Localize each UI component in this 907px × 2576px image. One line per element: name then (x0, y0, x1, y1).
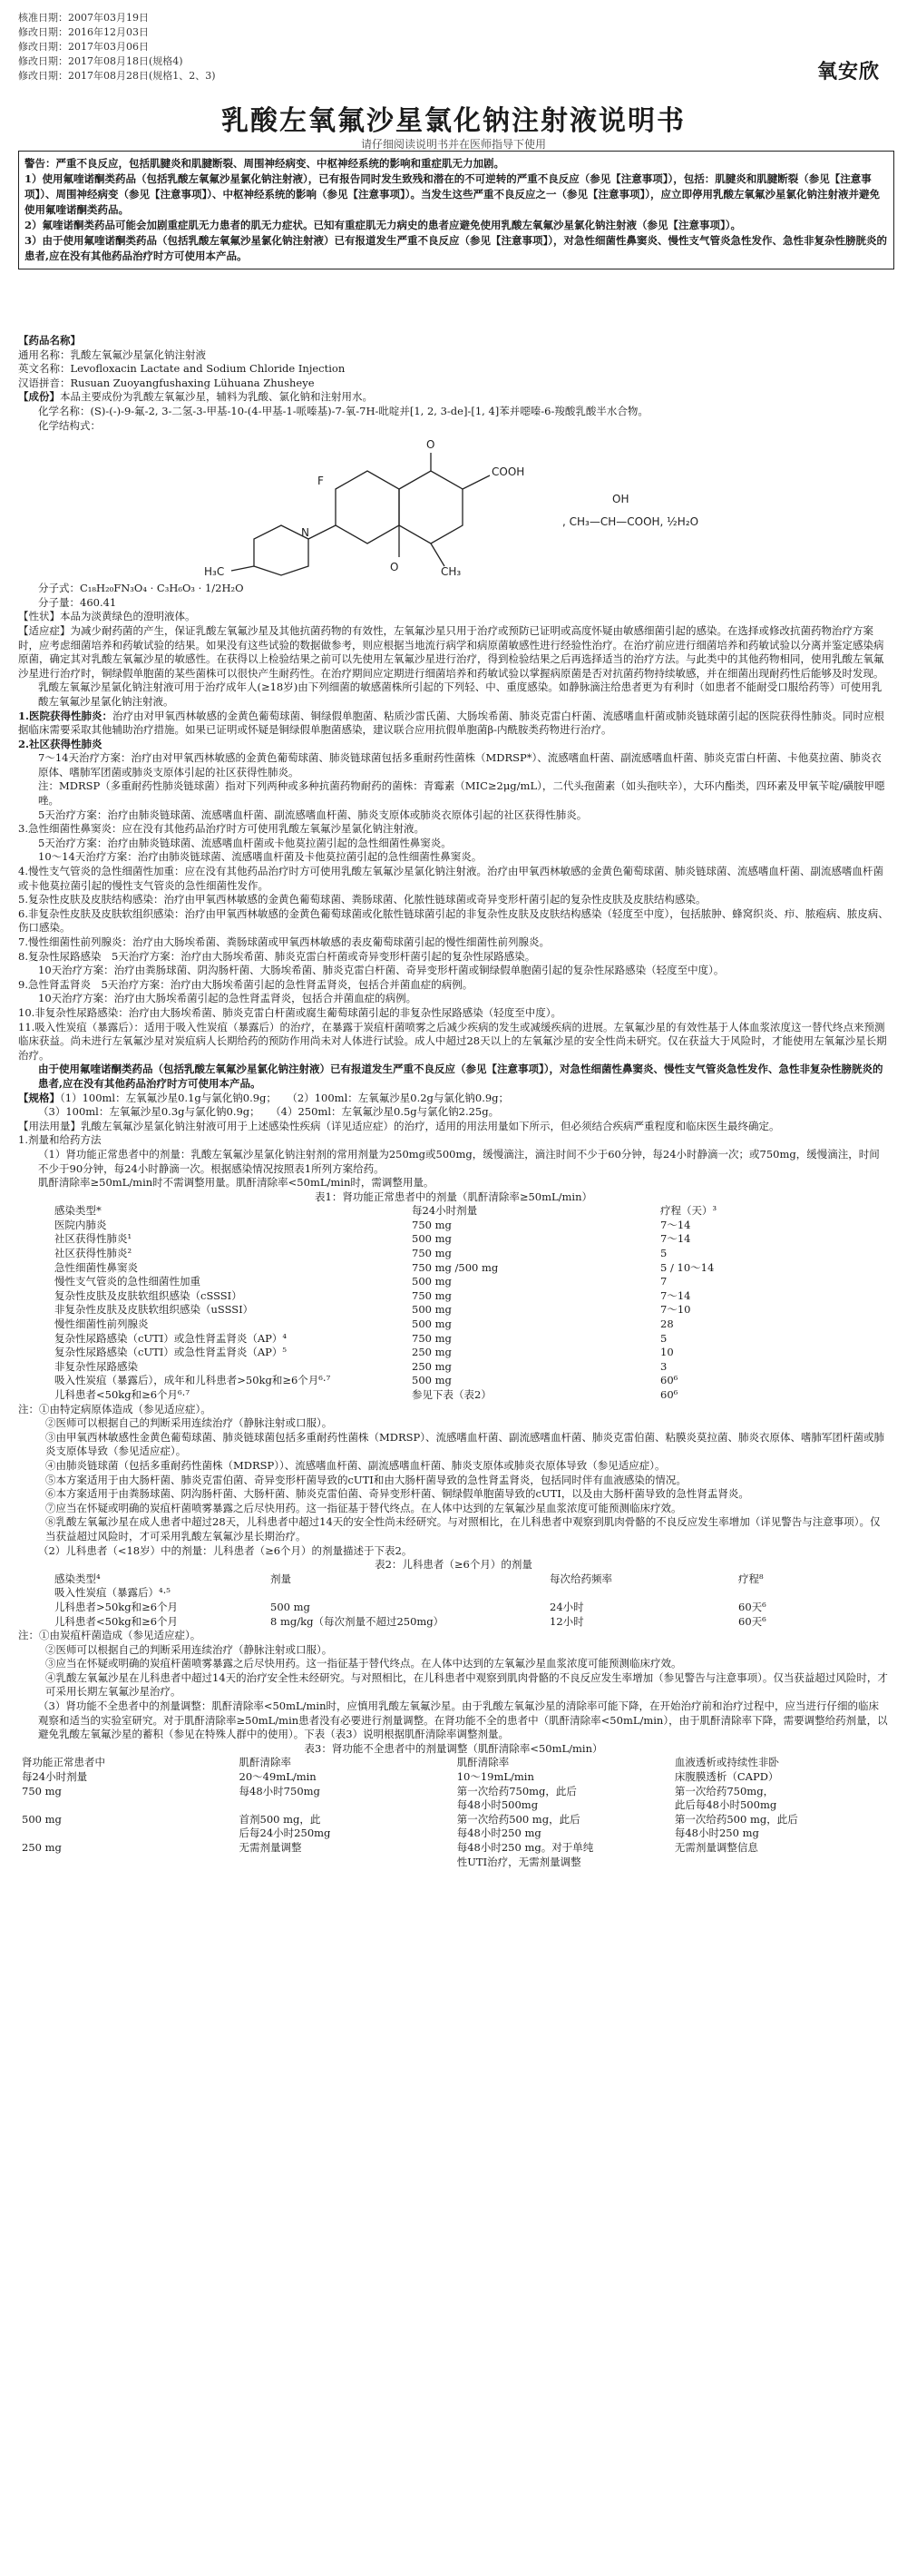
table-row (18, 1261, 800, 1276)
dosage-paragraph: 肌酐清除率≥50mL/min时不需调整用量。肌酐清除率<50mL/min时，需调整用量。 (38, 1176, 434, 1190)
indication-text: 4.慢性支气管炎的急性细菌性加重：应在没有其他药品治疗时方可使用乳酸左氧氟沙星氯化钠注射液。治疗由甲氧西林敏感的金黄色葡萄球菌、肺炎链球菌、流感嗜血杆菌、副流感嗜血杆菌或卡他莫拉菌引起的慢性支气管炎的急性细菌性发作。 (18, 865, 883, 892)
table-cell: 750 mg (412, 1218, 452, 1231)
section-heading-drug-name: 【药品名称】 (18, 334, 81, 347)
atom-label: N (301, 526, 309, 540)
table-cell (18, 1798, 236, 1813)
table-row (18, 1841, 889, 1856)
table-header-cell: 肌酐清除率 (456, 1756, 510, 1769)
dosage-paragraph: （2）儿科患者（<18岁）中的剂量：儿科患者（≥6个月）的剂量描述于下表2。 (38, 1543, 413, 1557)
table-row (18, 1785, 889, 1799)
table-header-cell: 肾功能正常患者中 (22, 1756, 105, 1769)
dosage-paragraph: （3）肾功能不全患者中的剂量调整：肌酐清除率<50mL/min时，应慎用乳酸左氧氟沙星。由于乳酸左氧氟沙星的清除率可能下降，在开始治疗前和治疗过程中，应当进行仔细的临床观察和适当的实验室研究。对于肌酐清除率≥50mL/min患者没有必要进行剂量调整。在肾功能不全的患者中（肌酐清除率<50mL/min），由于肌酐清除率下降，需要调整给药剂量，以避免乳酸左氧氟沙星的蓄积（参见在特殊人群中的使用）。下表（表3）说明根据肌酐清除率调整剂量。 (38, 1699, 888, 1741)
table-note: 注：①由炭疽杆菌造成（参见适应症）。 (18, 1629, 201, 1642)
indication-warning: 由于使用氟喹诺酮类药品（包括乳酸左氧氟沙星氯化钠注射液）已有报道发生严重不良反应（参见【注意事项】），对急性细菌性鼻窦炎、慢性支气管炎急性发作、急性非复杂性膀胱炎的患者,应在没有其他药品治疗时方可使用本产品。 (38, 1063, 883, 1090)
table-header-cell: 疗程⁸ (738, 1572, 764, 1585)
indication-text: 5天治疗方案：治疗由肺炎链球菌、流感嗜血杆菌、副流感嗜血杆菌、肺炎支原体或肺炎衣原体引起的社区获得性肺炎。 (38, 808, 588, 821)
table-cell: 医院内肺炎 (54, 1218, 107, 1231)
pinyin-name: 汉语拼音：Rusuan Zuoyangfushaxing Lühuana Zhusheye (18, 376, 315, 389)
table-notes (18, 1403, 889, 1544)
table-cell: 社区获得性肺炎¹ (54, 1232, 132, 1246)
chemical-structure (18, 435, 889, 580)
table-cell: 每48小时500mg (456, 1798, 539, 1812)
indications-intro: 【适应症】为减少耐药菌的产生，保证乳酸左氧氟沙星及其他抗菌药物的有效性，左氧氟沙星只用于治疗或预防已证明或高度怀疑由敏感细菌引起的感染。在选择或修改抗菌药物治疗方案时，应考虑细菌培养和药敏试验的结果。如果没有这些试验的数据做参考，则应根据当地流行病学和病原菌敏感性进行经验性治疗。在治疗前应进行细菌培养和药敏试验以分离并鉴定感染病原菌，确定其对乳酸左氧氟沙星的敏感性。在获得以上检验结果之前可以先使用左氧氟沙星进行治疗，得到检验结果之后再选择适当的治疗方法。与此类中的其他药物相同，使用乳酸左氧氟沙星进行治疗时，铜绿假单胞菌的某些菌株可以很快产生耐药性。在治疗期间应定期进行细菌培养和药敏试验以掌握病原菌是否对抗菌药物持续敏感，并在细菌出现耐药性后能够及时发现。 (18, 623, 884, 680)
table-caption: 表2：儿科患者（≥6个月）的剂量 (375, 1558, 532, 1572)
dosage-table-1 (18, 1204, 800, 1402)
molecular-formula: 分子式：C₁₈H₂₀FN₃O₄ · C₃H₆O₃ · 1/2H₂O (38, 582, 244, 595)
table-cell: 非复杂性皮肤及皮肤软组织感染（uSSSI） (54, 1303, 254, 1317)
table-cell (236, 1798, 454, 1813)
structure-diagram (18, 435, 889, 580)
table-cell: 慢性支气管炎的急性细菌性加重 (54, 1275, 200, 1288)
revision-date-line: 修改日期：2016年12月03日 (18, 26, 149, 38)
indication-text: 3.急性细菌性鼻窦炎：应在没有其他药品治疗时方可使用乳酸左氧氟沙星氯化钠注射液。 (18, 822, 424, 836)
table-cell: 第一次给药500 mg，此后 (674, 1812, 798, 1826)
indication-text: 注：MDRSP（多重耐药性肺炎链球菌）指对下列两种或多种抗菌药物耐药的菌株：青霉素（MIC≥2μg/mL），二代头孢菌素（如头孢呋辛），大环内酯类，四环素及甲氧苄啶/磺胺甲噁唑。 (38, 779, 885, 808)
warning-line: 3）由于使用氟喹诺酮类药品（包括乳酸左氧氟沙星氯化钠注射液）已有报道发生严重不良反应（参见【注意事项】），对急性细菌性鼻窦炎、慢性支气管炎急性发作、急性非复杂性膀胱炎的患者,应在没有其他药品治疗时方可使用本产品。 (24, 234, 887, 262)
atom-label: F (317, 475, 324, 488)
warning-line: 警告：严重不良反应，包括肌腱炎和肌腱断裂、周围神经病变、中枢神经系统的影响和重症肌无力加剧。 (24, 157, 504, 170)
atom-label: O (390, 561, 399, 574)
table-cell: 此后每48小时500mg (674, 1798, 777, 1812)
table-cell: 60⁶ (660, 1374, 678, 1387)
spec-line: （3）100ml：左氧氟沙星0.3g与氯化钠0.9g； （4）250ml：左氧氟沙星0.5g与氯化钠2.25g。 (38, 1105, 500, 1119)
revision-dates (18, 11, 216, 83)
table-row (18, 1586, 833, 1601)
table-note: ④乳酸左氧氟沙星在儿科患者中超过14天的治疗安全性未经研究。与对照相比，在儿科患者中观察到肌肉骨骼的不良反应发生率增加（参见警告与注意事项）。仅当获益超过风险时，才可采用长期左氧氟沙星治疗。 (45, 1670, 888, 1699)
table-cell: 每48小时250 mg。对于单纯 (456, 1841, 594, 1854)
table-row (18, 1798, 889, 1813)
table-header-row (18, 1770, 889, 1785)
table-cell: 8 mg/kg（每次剂量不超过250mg） (270, 1614, 444, 1628)
indications-scope: 乳酸左氧氟沙星氯化钠注射液可用于治疗成年人(≥18岁)由下列细菌的敏感菌株所引起的下列轻、中、重度感染。如静脉滴注给患者更为有利时（如患者不能耐受口服给药等）可使用乳酸左氧氟沙星氯化钠注射液。 (38, 681, 883, 708)
appearance: 【性状】本品为淡黄绿色的澄明液体。 (18, 610, 196, 623)
indication-text: 6.非复杂性皮肤及皮肤软组织感染：治疗由甲氧西林敏感的金黄色葡萄球菌或化脓性链球菌引起的非复杂性皮肤及皮肤结构感染（轻度至中度），包括脓肿、蜂窝织炎、疖、脓疱病、脓皮病、伤口感染。 (18, 906, 889, 935)
table-cell (18, 1856, 236, 1870)
atom-label: OH (612, 493, 629, 506)
table-row (18, 1232, 800, 1247)
table-cell (671, 1856, 889, 1870)
table-header-cell: 每24小时剂量 (412, 1204, 478, 1218)
table-cell: 无需剂量调整信息 (674, 1841, 758, 1854)
table-cell: 慢性细菌性前列腺炎 (54, 1317, 149, 1331)
english-name: 英文名称：Levofloxacin Lactate and Sodium Chloride Injection (18, 362, 346, 376)
table-cell: 吸入性炭疽（暴露后），成年和儿科患者>50kg和≥6个月⁶·⁷ (54, 1374, 331, 1387)
table-cell: 吸入性炭疽（暴露后）⁴·⁵ (54, 1586, 171, 1600)
table-cell: 750 mg (412, 1288, 452, 1302)
table-row (18, 1615, 833, 1630)
table-header-cell: 每次给药频率 (550, 1572, 612, 1585)
table-header-cell: 感染类型⁴ (54, 1572, 101, 1585)
table-caption: 表1：肾功能正常患者中的剂量（肌酐清除率≥50mL/min） (315, 1190, 592, 1203)
table-cell: 复杂性皮肤及皮肤软组织感染（cSSSI） (54, 1288, 242, 1302)
table-note: ⑥本方案适用于由粪肠球菌、阴沟肠杆菌、大肠杆菌、肺炎克雷伯菌、奇异变形杆菌、铜绿假单胞菌导致的cUTI，以及由大肠杆菌导致的急性肾盂肾炎。 (45, 1487, 749, 1501)
table-cell (18, 1827, 236, 1841)
table-cell: 750 mg (412, 1331, 452, 1345)
table-cell: 性UTI治疗，无需剂量调整 (456, 1855, 581, 1868)
atom-label: H₃C (204, 565, 225, 579)
table-cell: 每48小时250 mg (674, 1827, 759, 1840)
table-cell (735, 1586, 833, 1601)
table-cell: 60天⁶ (738, 1614, 766, 1628)
table-cell: 250 mg (22, 1841, 62, 1854)
table-cell (267, 1586, 546, 1601)
table-cell: 500 mg (412, 1232, 452, 1246)
table-cell: 250 mg (412, 1359, 452, 1373)
table-row (18, 1303, 800, 1317)
revision-date-line: 修改日期：2017年08月18日(规格4) (18, 55, 183, 67)
spec-line: （1）100ml：左氧氟沙星0.1g与氯化钠0.9g； （2）100ml：左氧氟沙星0.2g与氯化钠0.9g； (60, 1091, 510, 1104)
table-row (18, 1601, 833, 1615)
indication-text: 10天治疗方案：治疗由粪肠球菌、阴沟肠杆菌、大肠埃希菌、肺炎克雷白杆菌、奇异变形杆菌或铜绿假单胞菌引起的复杂性尿路感染（轻度至中度）。 (38, 964, 725, 977)
table-row (18, 1813, 889, 1827)
atom-label: O (426, 438, 435, 452)
table-notes (18, 1629, 889, 1699)
dosage-paragraph: （1）肾功能正常患者中的剂量：乳酸左氧氟沙星氯化钠注射剂的常用剂量为250mg或500mg，缓慢滴注，滴注时间不少于60分钟，每24小时静滴一次；或750mg，缓慢滴注，时间不少于90分钟，每24小时静滴一次。根据感染情况按照表1所列方案给药。 (38, 1147, 880, 1175)
atom-label: COOH (492, 465, 525, 479)
table-note: ⑤本方案适用于由大肠杆菌、肺炎克雷伯菌、奇异变形杆菌导致的cUTI和由大肠杆菌导致的急性肾盂肾炎，包括同时伴有血液感染的情况。 (45, 1473, 687, 1486)
boxed-warning (18, 151, 894, 269)
table-header-row (18, 1756, 889, 1770)
table-cell (236, 1856, 454, 1870)
table-header-cell: 剂量 (270, 1572, 291, 1585)
table-header-cell: 血液透析或持续性非卧 (674, 1756, 779, 1769)
indication-title: 2.社区获得性肺炎 (18, 737, 102, 750)
document-title: 乳酸左氧氟沙星氯化钠注射液说明书 (221, 105, 686, 137)
table-note: ②医师可以根据自己的判断采用连续治疗（静脉注射或口服）。 (45, 1642, 333, 1656)
table-cell (546, 1586, 735, 1601)
table-cell: 参见下表（表2） (412, 1388, 492, 1401)
table-cell: 每48小时750mg (239, 1784, 320, 1797)
table-header-cell: 肌酐清除率 (239, 1756, 292, 1769)
table-cell: 复杂性尿路感染（cUTI）或急性肾盂肾炎（AP）⁴ (54, 1331, 287, 1345)
table-cell: 儿科患者<50kg和≥6个月⁶·⁷ (54, 1388, 190, 1401)
section-heading-composition: 【成份】 (18, 390, 60, 404)
table-header-row (18, 1572, 833, 1587)
table-row (18, 1275, 800, 1289)
section-heading-spec: 【规格】 (18, 1091, 60, 1104)
table-cell: 7～10 (660, 1303, 691, 1317)
indication-text: 5天治疗方案：治疗由肺炎链球菌、流感嗜血杆菌或卡他莫拉菌引起的急性细菌性鼻窦炎。 (38, 836, 452, 849)
table-cell: 儿科患者<50kg和≥6个月 (54, 1614, 179, 1628)
table-cell: 7 (660, 1275, 668, 1288)
table-row (18, 1317, 800, 1332)
table-header-cell: 疗程（天）³ (660, 1204, 717, 1218)
table-cell: 500 mg (270, 1600, 310, 1613)
brand-name: 氧安欣 (816, 60, 880, 83)
table-header-cell: 每24小时剂量 (22, 1770, 88, 1784)
table-header-row (18, 1204, 800, 1219)
table-cell: 750 mg /500 mg (412, 1260, 499, 1274)
table-header-cell: 床腹膜透析（CAPD） (674, 1770, 779, 1784)
indication-text: 治疗由对甲氧西林敏感的金黄色葡萄球菌、铜绿假单胞菌、粘质沙雷氏菌、大肠埃希菌、肺炎克雷白杆菌、流感嗜血杆菌或肺炎链球菌引起的医院获得性肺炎。同时应根据临床需要采取其他辅助治疗措施。如果已证明或怀疑是铜绿假单胞菌感染，建议联合应用抗假单胞菌β-内酰胺类药物进行治疗。 (18, 709, 885, 737)
table-cell: 首剂500 mg，此 (239, 1812, 321, 1826)
table-cell: 后每24小时250mg (239, 1827, 331, 1840)
warning-line: 2）氟喹诺酮类药品可能会加剧重症肌无力患者的肌无力症状。已知有重症肌无力病史的患者应避免使用乳酸左氧氟沙星氯化钠注射液（参见【注意事项】）。 (24, 219, 741, 231)
table-cell: 12小时 (550, 1614, 584, 1628)
table-cell: 500 mg (412, 1317, 452, 1331)
warning-line: 1）使用氟喹诺酮类药品（包括乳酸左氧氟沙星氯化钠注射液），已有报告同时发生致残和潜在的不可逆转的严重不良反应（参见【注意事项】），包括：肌腱炎和肌腱断裂（参见【注意事项】）、周围神经病变（参见【注意事项】）、中枢神经系统的影响（参见【注意事项】）。当发生这些严重不良反应之一（参见【注意事项】），应立即停用乳酸左氧氟沙星氯化钠注射液并避免使用氟喹诺酮类药品。 (24, 172, 880, 216)
revision-date-line: 核准日期：2007年03月19日 (18, 12, 149, 24)
table-cell: 7～14 (660, 1288, 691, 1302)
table-cell: 社区获得性肺炎² (54, 1247, 132, 1260)
table-cell: 250 mg (412, 1346, 452, 1359)
document-subtitle: 请仔细阅读说明书并在医师指导下使用 (360, 138, 546, 151)
table-note: ④由肺炎链球菌（包括多重耐药性菌株（MDRSP））、流感嗜血杆菌、副流感嗜血杆菌、肺炎支原体或肺炎衣原体导致（参见适应症）。 (45, 1458, 666, 1472)
table-cell: 第一次给药750mg，此后 (456, 1784, 577, 1797)
table-note: ⑧乳酸左氧氟沙星在成人患者中超过28天，儿科患者中超过14天的安全性尚未经研究。与对照相比，在儿科患者中观察到肌肉骨骼的不良反应发生率增加（详见警告与注意事项）。仅当获益超过风险时，才可采用乳酸左氧氟沙星长期治疗。 (45, 1515, 881, 1543)
table-note: ③由甲氧西林敏感性金黄色葡萄球菌、肺炎链球菌包括多重耐药性菌株（MDRSP）、流感嗜血杆菌、副流感嗜血杆菌、肺炎克雷伯菌、粘膜炎莫拉菌、肺炎衣原体、嗜肺军团杆菌或肺炎支原体导致（参见适应症）。 (45, 1430, 885, 1458)
table-cell: 750 mg (412, 1247, 452, 1260)
table-row (18, 1332, 800, 1347)
chemical-name: 化学名称：(S)-(-)-9-氟-2, 3-二氢-3-甲基-10-(4-甲基-1-哌嗪基)-7-氧-7H-吡啶并[1, 2, 3-de]-[1, 4]苯并噁嗪-6-羧酸乳酸半水合物。 (38, 404, 649, 417)
table-header-cell: 感染类型* (54, 1204, 102, 1218)
table-row (18, 1346, 800, 1360)
indication-text: 5.复杂性皮肤及皮肤结构感染：治疗由甲氧西林敏感的金黄色葡萄球菌、粪肠球菌、化脓性链球菌或奇异变形杆菌引起的复杂性皮肤及皮肤结构感染。 (18, 893, 707, 906)
table-cell: 28 (660, 1317, 674, 1331)
table-cell: 24小时 (550, 1600, 584, 1613)
table-caption: 表3：肾功能不全患者中的剂量调整（肌酐清除率<50mL/min） (304, 1741, 603, 1755)
table-cell: 5 / 10～14 (660, 1260, 715, 1274)
revision-date-line: 修改日期：2017年08月28日(规格1、2、3) (18, 70, 216, 82)
table-cell: 5 (660, 1247, 668, 1260)
table-cell: 复杂性尿路感染（cUTI）或急性肾盂肾炎（AP）⁵ (54, 1346, 287, 1359)
table-note: 注：①由特定病原体造成（参见适应症）。 (18, 1402, 211, 1415)
lactate-label: , CH₃—CH—COOH, ½H₂O (562, 515, 699, 529)
indication-text: 10.非复杂性尿路感染：治疗由大肠埃希菌、肺炎克雷白杆菌或腐生葡萄球菌引起的非复杂性尿路感染（轻度至中度）。 (18, 1005, 562, 1019)
table-cell: 每48小时250 mg (456, 1827, 541, 1840)
indication-text: 7.慢性细菌性前列腺炎：治疗由大肠埃希菌、粪肠球菌或甲氧西林敏感的表皮葡萄球菌引起的慢性细菌性前列腺炎。 (18, 935, 550, 948)
table-cell: 10 (660, 1346, 674, 1359)
dosage-intro: 【用法用量】乳酸左氧氟沙星氯化钠注射液可用于上述感染性疾病（详见适应症）的治疗，适用的用法用量如下所示，但必须结合疾病严重程度和临床医生最终确定。 (18, 1119, 780, 1132)
table-row (18, 1219, 800, 1233)
table-cell: 500 mg (22, 1812, 62, 1826)
table-row (18, 1827, 889, 1841)
indication-text: 11.吸入性炭疽（暴露后）：适用于吸入性炭疽（暴露后）的治疗，在暴露于炭疽杆菌喷雾之后减少疾病的发生或减缓疾病的进展。左氧氟沙星的有效性基于人体血浆浓度这一替代终点来预测临床获益。尚未进行左氧氟沙星对炭疽病人长期给药的预防作用尚未对人体进行试验。成人中超过28天以上的左氧氟沙星的安全性尚未研究。仅在获益大于风险时，才能使用左氧氟沙星长期治疗。 (18, 1020, 887, 1062)
indication-title: 1.医院获得性肺炎： (18, 709, 113, 722)
indication-text: 7～14天治疗方案：治疗由对甲氧西林敏感的金黄色葡萄球菌、肺炎链球菌包括多重耐药性菌株（MDRSP*）、流感嗜血杆菌、副流感嗜血杆菌、肺炎克雷白杆菌、卡他莫拉菌、肺炎衣原体、嗜肺军团菌或肺炎支原体引起的社区获得性肺炎。 (38, 751, 882, 779)
table-cell: 750 mg (22, 1784, 62, 1797)
molecular-weight: 分子量：460.41 (38, 595, 117, 609)
revision-date-line: 修改日期：2017年03月06日 (18, 41, 149, 53)
table-cell: 60⁶ (660, 1388, 678, 1401)
table-cell: 500 mg (412, 1275, 452, 1288)
indication-text: 10天治疗方案：治疗由大肠埃希菌引起的急性肾盂肾炎，包括合并菌血症的病例。 (38, 992, 417, 1005)
table-cell: 非复杂性尿路感染 (54, 1359, 138, 1373)
generic-name: 通用名称：乳酸左氧氟沙星氯化钠注射液 (18, 348, 206, 361)
table-note: ③应当在怀疑或明确的炭疽杆菌喷雾暴露之后尽快用药。这一指征基于替代终点。在人体中达到的左氧氟沙星血浆浓度可能预测临床疗效。 (45, 1657, 682, 1670)
table-row (18, 1289, 800, 1304)
composition-text: 本品主要成份为乳酸左氧氟沙星，辅料为乳酸、氯化钠和注射用水。 (60, 390, 373, 404)
dosage-table-3 (18, 1756, 889, 1869)
table-row (18, 1360, 800, 1375)
table-row (18, 1856, 889, 1870)
dosage-subheading: 1.剂量和给药方法 (18, 1133, 102, 1147)
structure-label: 化学结构式： (38, 418, 101, 432)
table-cell: 500 mg (412, 1303, 452, 1317)
composition (18, 390, 889, 405)
dosage-table-2 (18, 1572, 833, 1629)
table-header-cell: 10～19mL/min (456, 1770, 534, 1784)
indication-text: 10～14天治疗方案：治疗由肺炎链球菌、流感嗜血杆菌及卡他莫拉菌引起的急性细菌性鼻窦炎。 (38, 850, 483, 864)
document-body (18, 334, 889, 1869)
table-cell: 3 (660, 1359, 668, 1373)
table-cell: 儿科患者>50kg和≥6个月 (54, 1600, 179, 1613)
table-cell: 500 mg (412, 1374, 452, 1387)
table-cell: 5 (660, 1331, 668, 1345)
table-row (18, 1388, 800, 1403)
indication-text: 9.急性肾盂肾炎 5天治疗方案：治疗由大肠埃希菌引起的急性肾盂肾炎，包括合并菌血症的病例。 (18, 977, 473, 991)
table-note: ②医师可以根据自己的判断采用连续治疗（静脉注射或口服）。 (45, 1416, 333, 1430)
table-row (18, 1374, 800, 1388)
table-cell: 急性细菌性鼻窦炎 (54, 1260, 138, 1274)
table-cell: 第一次给药750mg， (674, 1784, 775, 1797)
table-cell: 60天⁶ (738, 1600, 766, 1613)
table-header-cell: 20～49mL/min (239, 1770, 317, 1784)
table-cell: 无需剂量调整 (239, 1841, 302, 1854)
indication-text: 8.复杂性尿路感染 5天治疗方案：治疗由大肠埃希菌、肺炎克雷白杆菌或奇异变形杆菌引起的复杂性尿路感染。 (18, 949, 536, 963)
table-cell: 7～14 (660, 1232, 691, 1246)
table-cell: 第一次给药500 mg，此后 (456, 1812, 580, 1826)
table-cell: 7～14 (660, 1218, 691, 1231)
table-row (18, 1247, 800, 1261)
table-note: ⑦应当在怀疑或明确的炭疽杆菌喷雾暴露之后尽快用药。这一指征基于替代终点。在人体中达到的左氧氟沙星血浆浓度可能预测临床疗效。 (45, 1501, 682, 1514)
atom-label: CH₃ (441, 565, 462, 579)
